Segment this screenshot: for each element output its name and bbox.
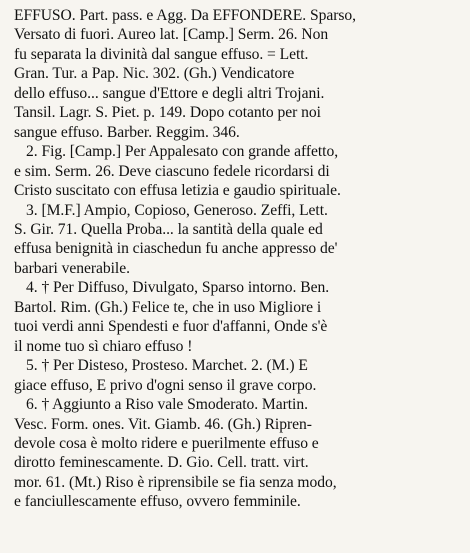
sense-3-line-2: S. Gir. 71. Quella Proba... la santità della quale ed xyxy=(14,220,323,238)
entry-line-4: Gran. Tur. a Pap. Nic. 302. (Gh.) Vendicatore xyxy=(14,65,295,83)
sense-3-line-1: 3. [M.F.] Ampio, Copioso, Generoso. Zeffi, Lett. xyxy=(26,201,328,219)
sense-3-line-3: effusa benignità in ciaschedun fu anche appresso de' xyxy=(14,240,338,258)
entry-line-3: fu separata la divinità dal sangue effuso. = Lett. xyxy=(14,45,309,63)
sense-5-line-1: 5. † Per Disteso, Prosteso. Marchet. 2. (M.) E xyxy=(26,357,308,375)
sense-6-line-6: e fanciullescamente effuso, ovvero femminile. xyxy=(14,493,301,511)
sense-6-line-4: dirotto feminescamente. D. Gio. Cell. tratt. virt. xyxy=(14,454,309,472)
sense-6-line-1: 6. † Aggiunto a Riso vale Smoderato. Martin. xyxy=(26,396,308,414)
sense-4-line-2: Bartol. Rim. (Gh.) Felice te, che in uso Migliore i xyxy=(14,298,322,316)
entry-line-2: Versato di fuori. Aureo lat. [Camp.] Serm. 26. Non xyxy=(14,26,329,44)
sense-5-line-2: giace effuso, E privo d'ogni senso il grave corpo. xyxy=(14,376,317,394)
sense-2-line-2: e sim. Serm. 26. Deve ciascuno fedele ricordarsi di xyxy=(14,162,330,180)
sense-4-line-1: 4. † Per Diffuso, Divulgato, Sparso intorno. Ben. xyxy=(26,279,330,297)
sense-4-line-4: il nome tuo sì chiaro effuso ! xyxy=(14,337,193,355)
sense-2-line-1: 2. Fig. [Camp.] Per Appalesato con grande affetto, xyxy=(26,143,339,161)
sense-4-line-3: tuoi verdi anni Spendesti e fuor d'affanni, Onde s'è xyxy=(14,318,328,336)
sense-3-line-4: barbari venerabile. xyxy=(14,259,130,277)
sense-6-line-5: mor. 61. (Mt.) Riso è riprensibile se fia senza modo, xyxy=(14,473,337,491)
entry-line-6: Tansil. Lagr. S. Piet. p. 149. Dopo cotanto per noi xyxy=(14,104,321,122)
sense-2-line-3: Cristo suscitato con effusa letizia e gaudio spirituale. xyxy=(14,182,341,200)
sense-6-line-2: Vesc. Form. ones. Vit. Giamb. 46. (Gh.) Ripren- xyxy=(14,415,312,433)
entry-line-7: sangue effuso. Barber. Reggim. 346. xyxy=(14,123,240,141)
entry-line-1: EFFUSO. Part. pass. e Agg. Da EFFONDERE. Sparso, xyxy=(14,7,356,24)
sense-6-line-3: devole cosa è molto ridere e puerilmente effuso e xyxy=(14,434,319,452)
entry-line-5: dello effuso... sangue d'Ettore e degli altri Trojani. xyxy=(14,84,325,102)
